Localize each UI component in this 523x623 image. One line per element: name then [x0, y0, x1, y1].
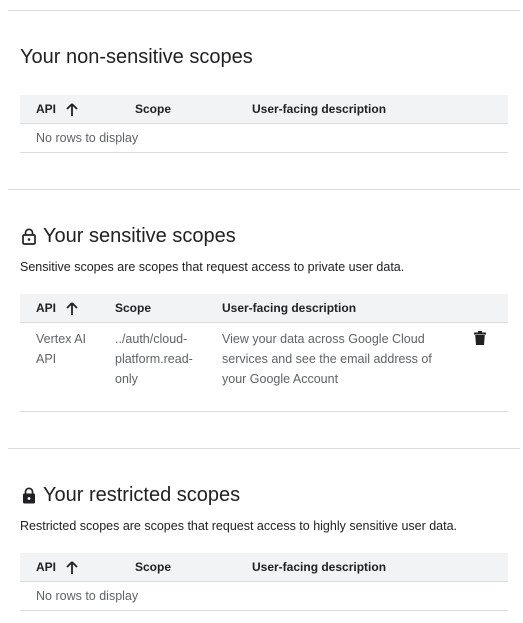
table-header	[20, 553, 508, 582]
restricted-scopes-title	[20, 483, 240, 507]
column-header-api-label: API	[36, 301, 57, 315]
column-header-description	[252, 95, 386, 123]
empty-table-text: No rows to display	[36, 589, 139, 603]
section-divider	[8, 189, 520, 190]
lock-open-outline-icon	[20, 226, 38, 246]
column-header-scope	[135, 95, 171, 123]
lock-filled-icon	[20, 485, 38, 505]
sensitive-scopes-description: Sensitive scopes are scopes that request access to private user data.	[20, 260, 405, 274]
column-header-api-label: API	[36, 102, 57, 116]
empty-table-row	[20, 582, 508, 611]
api-cell: Vertex AI API	[36, 332, 87, 366]
delete-scope-button[interactable]	[472, 330, 488, 346]
scope-cell: ../auth/cloud-platform.read-only	[115, 332, 193, 386]
restricted-scopes-title-text: Your restricted scopes	[43, 484, 241, 506]
column-header-scope	[135, 553, 171, 581]
section-divider	[8, 448, 520, 449]
column-header-api-label: API	[36, 560, 57, 574]
empty-table-text: No rows to display	[36, 131, 139, 145]
restricted-scopes-table	[20, 553, 508, 611]
column-header-description	[222, 294, 356, 322]
restricted-scopes-description: Restricted scopes are scopes that request access to highly sensitive user data.	[20, 519, 458, 533]
column-header-description-label: User-facing description	[252, 102, 387, 116]
column-header-scope-label: Scope	[115, 301, 152, 315]
description-cell: View your data across Google Cloud services and see the email address of your Google Account	[222, 332, 432, 386]
sensitive-scopes-title-text: Your sensitive scopes	[43, 225, 236, 247]
section-divider	[8, 10, 520, 11]
sensitive-scopes-table	[20, 294, 508, 412]
column-header-api[interactable]	[36, 95, 79, 123]
table-row	[20, 323, 508, 412]
column-header-api[interactable]	[36, 294, 79, 322]
column-header-description-label: User-facing description	[252, 560, 387, 574]
non-sensitive-scopes-table	[20, 95, 508, 153]
empty-table-row	[20, 124, 508, 153]
column-header-description-label: User-facing description	[222, 301, 357, 315]
column-header-description	[252, 553, 386, 581]
non-sensitive-scopes-title-text: Your non-sensitive scopes	[20, 46, 253, 68]
table-header	[20, 294, 508, 323]
column-header-api[interactable]	[36, 553, 79, 581]
arrow-up-icon	[65, 102, 79, 116]
column-header-scope	[115, 294, 151, 322]
trash-icon	[474, 331, 486, 345]
column-header-scope-label: Scope	[135, 560, 172, 574]
arrow-up-icon	[65, 560, 79, 574]
sensitive-scopes-title	[20, 224, 236, 248]
arrow-up-icon	[65, 301, 79, 315]
table-header	[20, 95, 508, 124]
column-header-scope-label: Scope	[135, 102, 172, 116]
non-sensitive-scopes-title	[20, 45, 253, 69]
